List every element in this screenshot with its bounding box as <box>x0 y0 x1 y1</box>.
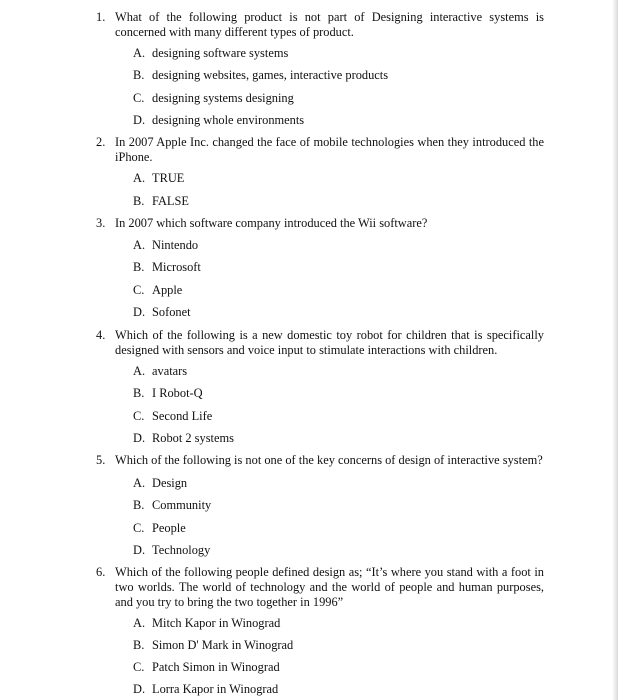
option-letter: C. <box>133 283 145 297</box>
option-text: designing software systems <box>152 46 289 60</box>
option-text: Second Life <box>152 409 213 423</box>
option-letter: A. <box>133 364 146 378</box>
question-number: 5. <box>96 453 106 467</box>
option-1d <box>133 113 304 128</box>
option-5d <box>133 543 210 558</box>
option-letter: C. <box>133 660 145 674</box>
question-4 <box>96 328 544 358</box>
question-text: In 2007 Apple Inc. changed the face of mobile technologies when they introduced the iPhone. <box>115 135 544 164</box>
option-letter: A. <box>133 238 146 252</box>
option-letter: A. <box>133 476 146 490</box>
option-text: Sofonet <box>152 305 191 319</box>
option-text: designing systems designing <box>152 91 294 105</box>
option-text: designing websites, games, interactive products <box>152 68 389 82</box>
option-text: designing whole environments <box>152 113 305 127</box>
option-letter: B. <box>133 68 145 82</box>
option-6b <box>133 638 293 653</box>
option-6c <box>133 660 280 675</box>
question-5 <box>96 453 544 468</box>
option-letter: C. <box>133 409 145 423</box>
option-letter: D. <box>133 305 146 319</box>
option-6d <box>133 682 278 697</box>
question-number: 1. <box>96 10 106 24</box>
question-6 <box>96 565 544 610</box>
question-number: 3. <box>96 216 106 230</box>
option-letter: B. <box>133 638 145 652</box>
question-number: 4. <box>96 328 106 342</box>
option-letter: C. <box>133 91 145 105</box>
option-2b <box>133 194 189 209</box>
option-3a <box>133 238 198 253</box>
option-2a <box>133 171 184 186</box>
option-4a <box>133 364 187 379</box>
question-text: What of the following product is not part of Designing interactive systems is concerned with many different types of product. <box>115 10 544 39</box>
option-1b <box>133 68 388 83</box>
question-number: 2. <box>96 135 106 149</box>
question-text: Which of the following is a new domestic toy robot for children that is specifically designed with sensors and voice input to stimulate interactions with children. <box>115 328 544 357</box>
option-letter: D. <box>133 431 146 445</box>
option-letter: B. <box>133 260 145 274</box>
option-text: Lorra Kapor in Winograd <box>152 682 279 696</box>
option-letter: D. <box>133 682 146 696</box>
option-letter: B. <box>133 386 145 400</box>
option-3b <box>133 260 201 275</box>
option-5c <box>133 521 186 536</box>
question-text: Which of the following people defined design as; “It’s where you stand with a foot in two worlds. The world of technology and the world of people and human purposes, and you try to bring the two together in 1996” <box>115 565 544 609</box>
question-1 <box>96 10 544 40</box>
option-4d <box>133 431 234 446</box>
option-5b <box>133 498 211 513</box>
question-2 <box>96 135 544 165</box>
option-text: Robot 2 systems <box>152 431 234 445</box>
option-text: People <box>152 521 186 535</box>
option-3d <box>133 305 191 320</box>
option-text: Simon D' Mark in Winograd <box>152 638 294 652</box>
question-3 <box>96 216 544 231</box>
question-text: In 2007 which software company introduced the Wii software? <box>115 216 428 230</box>
option-text: Technology <box>152 543 211 557</box>
option-text: I Robot-Q <box>152 386 203 400</box>
question-text: Which of the following is not one of the key concerns of design of interactive system? <box>115 453 543 467</box>
question-number: 6. <box>96 565 106 579</box>
option-letter: A. <box>133 616 146 630</box>
option-letter: D. <box>133 543 146 557</box>
option-4c <box>133 409 212 424</box>
option-letter: B. <box>133 498 145 512</box>
option-letter: B. <box>133 194 145 208</box>
option-text: Design <box>152 476 188 490</box>
option-text: Mitch Kapor in Winograd <box>152 616 281 630</box>
option-letter: A. <box>133 46 146 60</box>
option-text: Apple <box>152 283 183 297</box>
option-text: avatars <box>152 364 188 378</box>
option-text: TRUE <box>152 171 185 185</box>
option-text: FALSE <box>152 194 189 208</box>
option-text: Nintendo <box>152 238 199 252</box>
option-3c <box>133 283 182 298</box>
option-letter: D. <box>133 113 146 127</box>
option-text: Patch Simon in Winograd <box>152 660 280 674</box>
page-edge-shadow <box>612 0 618 700</box>
option-text: Microsoft <box>152 260 201 274</box>
option-letter: C. <box>133 521 145 535</box>
option-1a <box>133 46 288 61</box>
option-5a <box>133 476 187 491</box>
option-4b <box>133 386 203 401</box>
option-6a <box>133 616 280 631</box>
option-1c <box>133 91 294 106</box>
option-letter: A. <box>133 171 146 185</box>
option-text: Community <box>152 498 212 512</box>
